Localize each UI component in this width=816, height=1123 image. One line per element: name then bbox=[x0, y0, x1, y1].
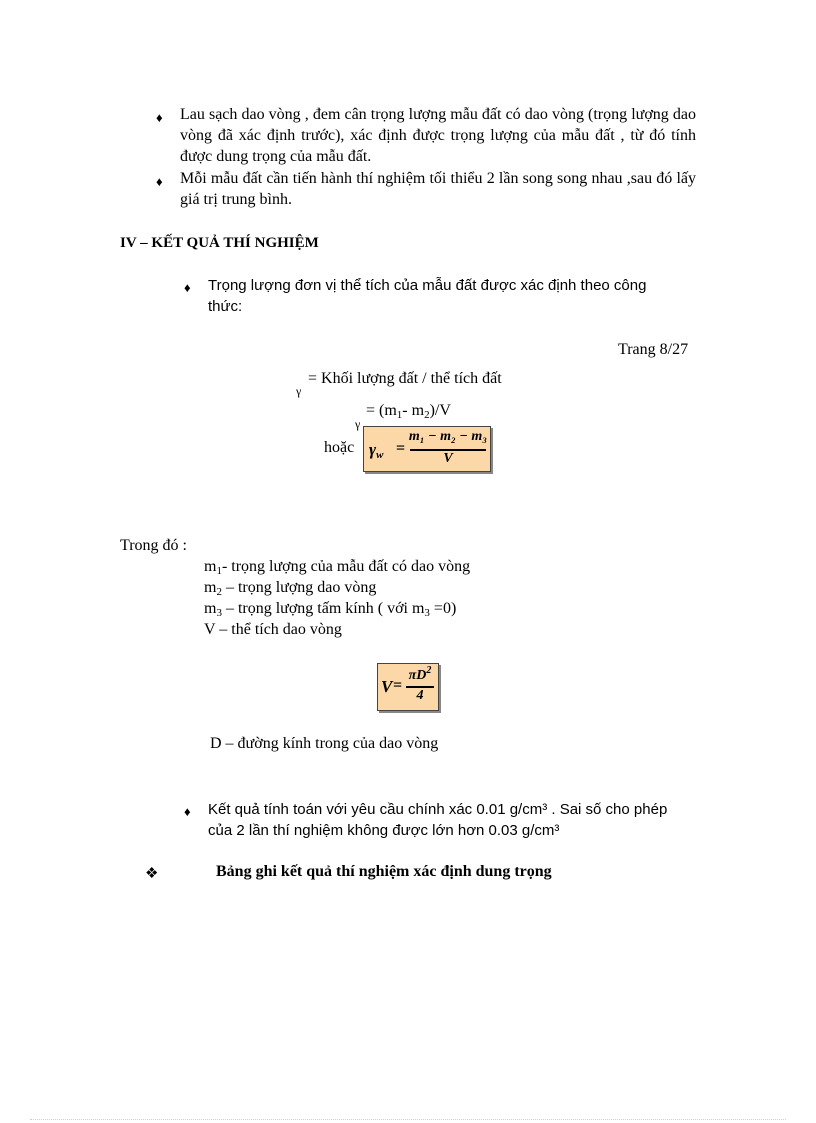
gamma-symbol: γ bbox=[296, 384, 302, 398]
formula-line-2: = ($m_1-$ $m_2)/V$ bbox=[366, 402, 451, 421]
formula-lhs: V bbox=[381, 677, 393, 696]
section-heading: IV – KẾT QUẢ THÍ NGHIỆM bbox=[120, 235, 319, 251]
paragraph-formula-intro: Trọng lượng đơn vị thể tích của mẫu đất được xác định theo công thức: bbox=[208, 277, 647, 315]
definition-m3: $m_3$ – trọng lượng tấm kính ( với $m_3 =0$) bbox=[204, 600, 457, 619]
formula-line-1: = Khối lượng đất / thể tích đất bbox=[308, 370, 502, 387]
formula-denominator: V bbox=[443, 451, 453, 466]
definition-m1: $m_1-$ trọng lượng của mẫu đất có dao vòng bbox=[204, 558, 471, 577]
definition-d: D – đường kính trong của dao vòng bbox=[210, 735, 439, 752]
bullet-icon: ♦ bbox=[184, 280, 191, 295]
bullet-icon: ♦ bbox=[156, 174, 163, 189]
formula-numerator: $\pi D^2$ bbox=[408, 665, 432, 683]
paragraph-result: Kết quả tính toán với yêu cầu chính xác 0.01 g/cm³ . Sai số cho phép của 2 lần thí nghiệm không được lớn hơn 0.03 g/cm³ bbox=[208, 801, 668, 839]
where-label: Trong đó : bbox=[120, 537, 187, 554]
gamma-symbol: γ bbox=[355, 417, 361, 431]
page-footer-rule bbox=[30, 1119, 786, 1120]
equals-sign: = bbox=[396, 440, 406, 457]
paragraph-repeat-test: Mỗi mẫu đất cần tiến hành thí nghiệm tối thiểu 2 lần song song nhau ,sau đó lấy giá trị trung bình. bbox=[180, 170, 696, 208]
formula-lhs: $\gamma_w$ bbox=[369, 440, 384, 461]
formula-numerator: m₁ − m₂ − m₃ bbox=[408, 429, 488, 444]
table-caption: Bảng ghi kết quả thí nghiệm xác định dung trọng bbox=[216, 863, 552, 880]
page-number: Trang 8/27 bbox=[618, 341, 689, 358]
definition-m2: $m_2$ – trọng lượng dao vòng bbox=[204, 579, 377, 598]
equals-sign: = bbox=[393, 677, 403, 694]
bullet-icon: ♦ bbox=[184, 804, 191, 819]
definition-v: V – thể tích dao vòng bbox=[204, 621, 342, 638]
formula-box-gamma bbox=[363, 426, 491, 472]
bullet-icon: ♦ bbox=[156, 110, 163, 125]
paragraph-weigh-sample: Lau sạch dao vòng , đem cân trọng lượng mẫu đất có dao vòng (trọng lượng dao vòng đã xác định trước), xác định được trọng lượng của mẫu đất , từ đó tính được dung trọng của mẫu đất. bbox=[180, 106, 696, 165]
formula-denominator: 4 bbox=[416, 688, 424, 703]
diamond-bullet-icon: ❖ bbox=[145, 866, 159, 882]
or-label: hoặc bbox=[324, 439, 355, 456]
formula-box-volume bbox=[377, 663, 439, 711]
